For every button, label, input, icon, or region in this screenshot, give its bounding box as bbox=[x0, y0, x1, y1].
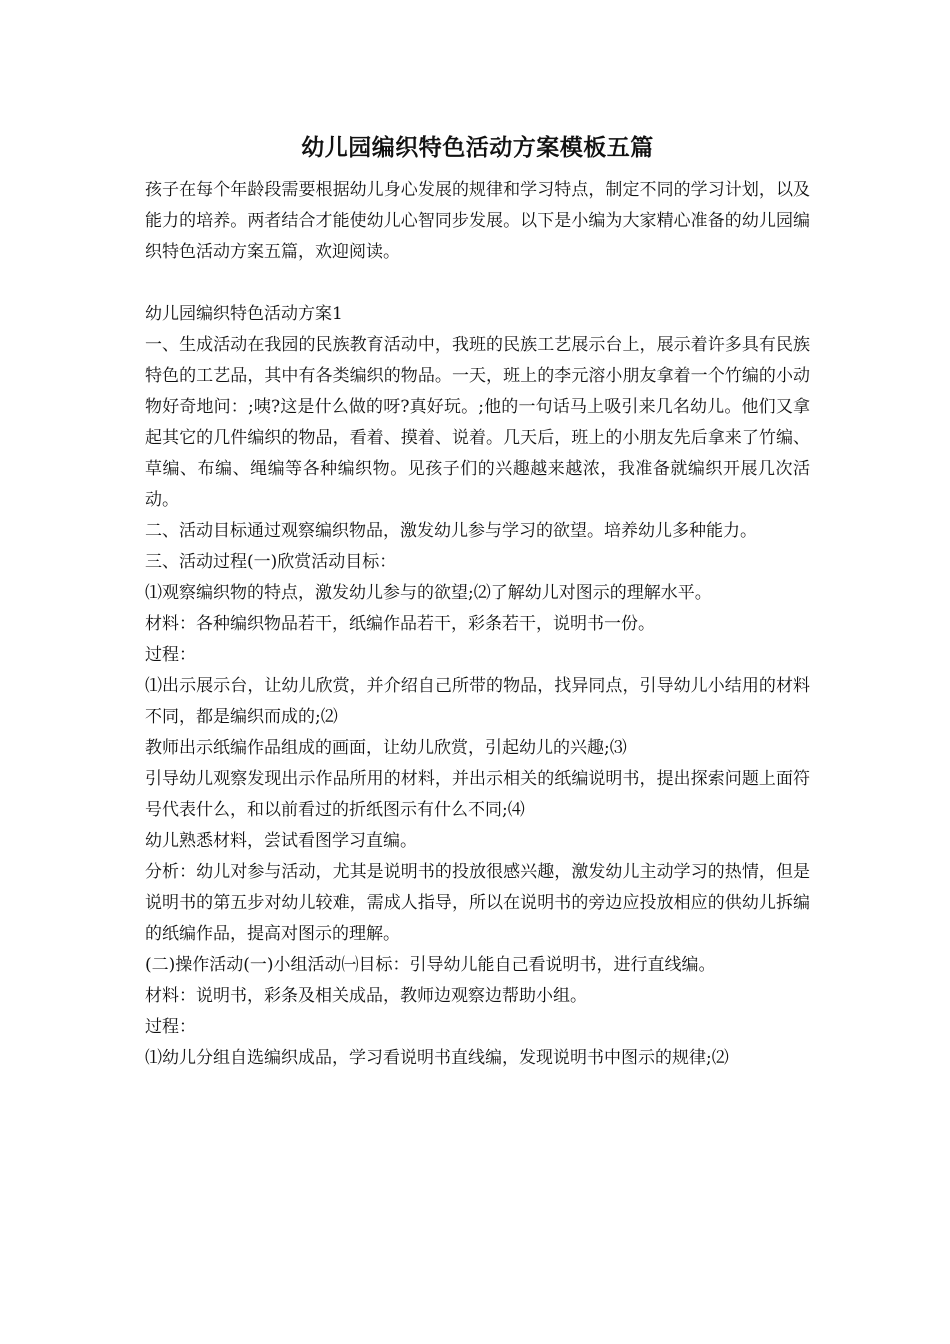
body-paragraph: 过程： bbox=[145, 1017, 196, 1037]
document-page bbox=[145, 128, 810, 1074]
body-paragraphs bbox=[145, 330, 810, 1074]
body-paragraph: 引导幼儿观察发现出示作品所用的材料，并出示相关的纸编说明书，提出探索问题上面符号代表什么，和以前看过的折纸图示有什么不同;⑷ bbox=[145, 769, 810, 820]
body-paragraph: 材料：各种编织物品若干，纸编作品若干，彩条若干，说明书一份。 bbox=[145, 614, 655, 634]
document-title: 幼儿园编织特色活动方案模板五篇 bbox=[301, 134, 654, 161]
body-paragraph: 一、生成活动在我园的民族教育活动中，我班的民族工艺展示台上，展示着许多具有民族特色的工艺品，其中有各类编织的物品。一天，班上的李元溶小朋友拿着一个竹编的小动物好奇地问：;咦?这是什么做的呀?真好玩。;他的一句话马上吸引来几名幼儿。他们又拿起其它的几件编织的物品，看着、摸着、说着。几天后，班上的小朋友先后拿来了竹编、草编、布编、绳编等各种编织物。见孩子们的兴趣越来越浓，我准备就编织开展几次活动。 bbox=[145, 335, 810, 510]
body-paragraph: 材料：说明书，彩条及相关成品，教师边观察边帮助小组。 bbox=[145, 986, 587, 1006]
body-paragraph: 过程： bbox=[145, 645, 196, 665]
intro-paragraph: 孩子在每个年龄段需要根据幼儿身心发展的规律和学习特点，制定不同的学习计划，以及能力的培养。两者结合才能使幼儿心智同步发展。以下是小编为大家精心准备的幼儿园编织特色活动方案五篇，欢迎阅读。 bbox=[145, 180, 810, 262]
body-paragraph: ⑴出示展示台，让幼儿欣赏，并介绍自己所带的物品，找异同点，引导幼儿小结用的材料不同，都是编织而成的;⑵ bbox=[145, 676, 810, 727]
body-paragraph: 二、活动目标通过观察编织物品，激发幼儿参与学习的欲望。培养幼儿多种能力。 bbox=[145, 521, 757, 541]
body-paragraph: 分析：幼儿对参与活动，尤其是说明书的投放很感兴趣，激发幼儿主动学习的热情，但是说明书的第五步对幼儿较难，需成人指导，所以在说明书的旁边应投放相应的供幼儿拆编的纸编作品，提高对图示的理解。 bbox=[145, 862, 810, 944]
section-heading: 幼儿园编织特色活动方案1 bbox=[145, 304, 343, 324]
body-paragraph: 幼儿熟悉材料，尝试看图学习直编。 bbox=[145, 831, 417, 851]
body-paragraph: 教师出示纸编作品组成的画面，让幼儿欣赏，引起幼儿的兴趣;⑶ bbox=[145, 738, 627, 758]
body-paragraph: ⑴观察编织物的特点，激发幼儿参与的欲望;⑵了解幼儿对图示的理解水平。 bbox=[145, 583, 712, 603]
body-paragraph: 三、活动过程(一)欣赏活动目标： bbox=[145, 552, 397, 572]
body-paragraph: (二)操作活动(一)小组活动㈠目标：引导幼儿能自己看说明书，进行直线编。 bbox=[145, 955, 716, 975]
body-paragraph: ⑴幼儿分组自选编织成品，学习看说明书直线编，发现说明书中图示的规律;⑵ bbox=[145, 1048, 729, 1068]
